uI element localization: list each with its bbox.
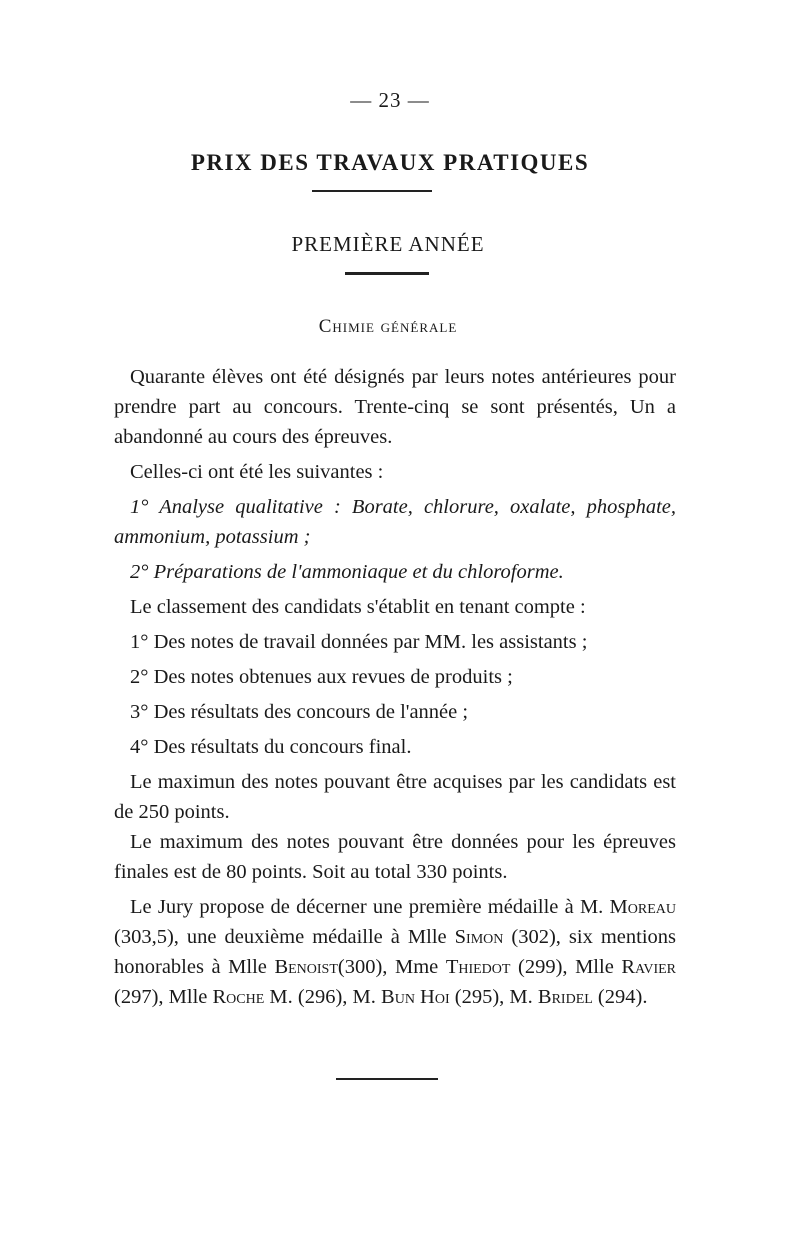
laureate-name: Thiedot <box>445 956 511 978</box>
laureate-name: Bun Hoi <box>381 986 450 1008</box>
laureate-name: Bridel <box>537 986 593 1008</box>
jury-text: (294). <box>597 986 648 1008</box>
jury-text: (297), Mlle <box>114 986 208 1008</box>
criterion-1: 1° Des notes de travail données par MM. les assistants ; <box>130 631 588 653</box>
section-heading: Chimie générale <box>318 316 458 337</box>
jury-text: Le Jury propose de décerner une première médaille à M. <box>130 896 604 918</box>
criterion-2: 2° Des notes obtenues aux revues de produits ; <box>130 666 513 688</box>
criterion-4: 4° Des résultats du concours final. <box>130 736 412 758</box>
jury-text: (302), six mentions honorables à Mlle <box>114 926 677 978</box>
page-title: PRIX DES TRAVAUX PRATIQUES <box>190 150 590 175</box>
paragraph-candidates: Quarante élèves ont été désignés par leurs notes antérieures pour prendre part au concours. Trente-cinq se sont présentés, Un a abandonné au cours des épreuves. <box>114 366 676 448</box>
paragraph-ranking-intro: Le classement des candidats s'établit en tenant compte : <box>130 596 586 618</box>
jury-text: (300), Mme <box>337 956 439 978</box>
year-heading: PREMIÈRE ANNÉE <box>291 232 485 256</box>
paragraph-tests-intro: Celles-ci ont été les suivantes : <box>130 461 384 483</box>
jury-text: M. (296), M. <box>269 986 376 1008</box>
body-text <box>114 362 676 1012</box>
paragraph-final-points: Le maximum des notes pouvant être données pour les épreuves finales est de 80 points. Soit au total 330 points. <box>114 831 676 883</box>
year-divider <box>345 272 429 275</box>
laureate-name: Moreau <box>609 896 676 918</box>
test-item-1: 1° Analyse qualitative : Borate, chlorure, oxalate, phosphate, ammonium, potassium ; <box>114 496 676 548</box>
paragraph-jury <box>114 892 676 1012</box>
laureate-name: Simon <box>454 926 504 948</box>
title-divider <box>312 190 432 192</box>
laureate-name: Benoist <box>274 956 338 978</box>
end-divider <box>336 1078 438 1080</box>
jury-text: (299), Mlle <box>518 956 614 978</box>
paragraph-max-points: Le maximun des notes pouvant être acquises par les candidats est de 250 points. <box>114 771 676 823</box>
laureate-name: Roche <box>212 986 265 1008</box>
jury-text: (295), M. <box>454 986 533 1008</box>
criterion-3: 3° Des résultats des concours de l'année ; <box>130 701 469 723</box>
jury-text: (303,5), une deuxième médaille à Mlle <box>114 926 447 948</box>
test-item-2: 2° Préparations de l'ammoniaque et du chloroforme. <box>130 561 564 583</box>
page-number: — 23 — <box>350 88 430 112</box>
laureate-name: Ravier <box>621 956 677 978</box>
